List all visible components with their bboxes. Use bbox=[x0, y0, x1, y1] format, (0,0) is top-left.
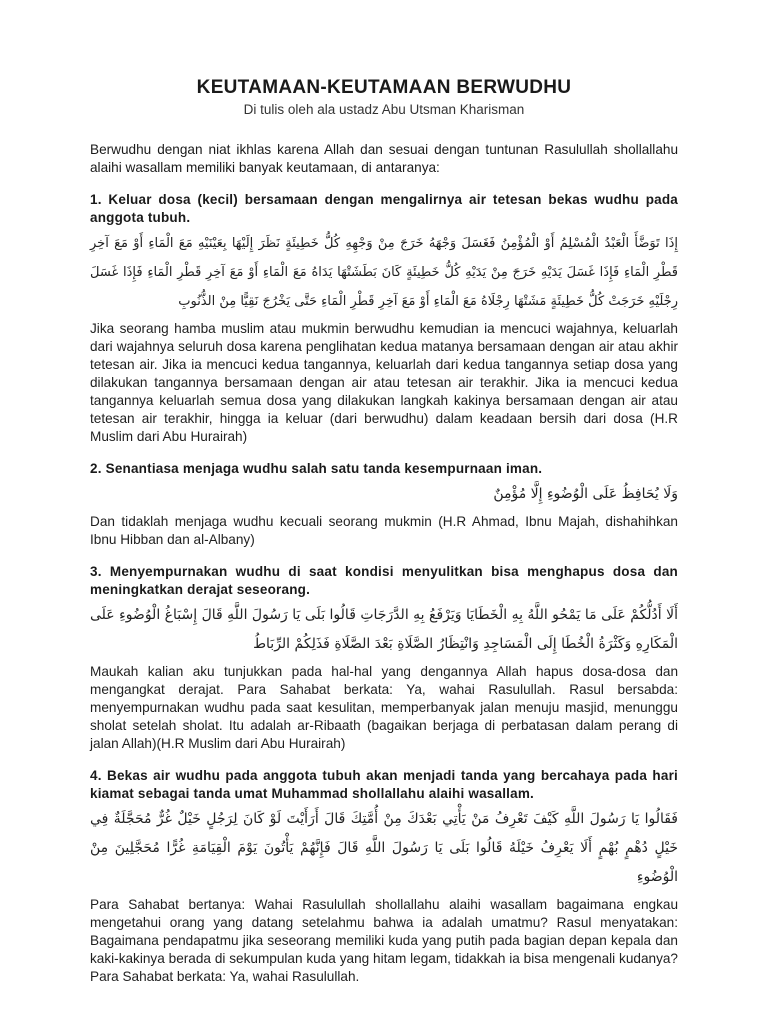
section-1 bbox=[90, 191, 678, 446]
section-3 bbox=[90, 563, 678, 753]
section-2 bbox=[90, 460, 678, 549]
section-heading: 2. Senantiasa menjaga wudhu salah satu tanda kesempurnaan iman. bbox=[90, 461, 543, 476]
section-heading: 1. Keluar dosa (kecil) bersamaan dengan mengalirnya air tetesan bekas wudhu pada anggota tubuh. bbox=[90, 192, 678, 225]
section-4 bbox=[90, 767, 678, 986]
document-subtitle: Di tulis oleh ala ustadz Abu Utsman Kharisman bbox=[243, 102, 525, 117]
section-heading: 4. Bekas air wudhu pada anggota tubuh akan menjadi tanda yang bercahaya pada hari kiamat sebagai tanda umat Muhammad shollallahu alaihi wasallam. bbox=[90, 768, 678, 801]
section-translation: Para Sahabat bertanya: Wahai Rasulullah shollallahu alaihi wasallam bagaimana engkau mengetahui orang yang datang setelahmu bahwa ia adalah umatmu? Rasul menyatakan: Bagaimana pendapatmu jika seseorang memiliki kuda yang putih pada bagian depan kepala dan kaki-kakinya berada di sekumpulan kuda yang hitam legam, tidakkah ia bisa mengenali kudanya? Para Sahabat berkata: Ya, wahai Rasulullah. bbox=[90, 897, 678, 984]
arabic-hadith: أَلَا أَدُلُّكُمْ عَلَى مَا يَمْحُو اللَّهُ بِهِ الْخَطَايَا وَيَرْفَعُ بِهِ الدَّرَجَاتِ قَالُوا بَلَى يَا رَسُولَ اللَّهِ قَالَ إِسْبَاغُ الْوُضُوءِ عَلَى الْمَكَارِهِ وَكَثْرَةُ الْخُطَا إِلَى الْمَسَاجِدِ وَانْتِظَارُ الصَّلَاةِ بَعْدَ الصَّلَاةِ فَذَلِكُمْ الرِّبَاطُ bbox=[90, 607, 678, 652]
arabic-hadith: إِذَا تَوَضَّأَ الْعَبْدُ الْمُسْلِمُ أَوْ الْمُؤْمِنُ فَغَسَلَ وَجْهَهُ خَرَجَ مِنْ وَجْهِهِ كُلُّ خَطِيئَةٍ نَظَرَ إِلَيْهَا بِعَيْنَيْهِ مَعَ الْمَاءِ أَوْ مَعَ آخِرِ قَطْرِ الْمَاءِ فَإِذَا غَسَلَ يَدَيْهِ خَرَجَ مِنْ يَدَيْهِ كُلُّ خَطِيئَةٍ كَانَ بَطَشَتْهَا يَدَاهُ مَعَ الْمَاءِ أَوْ مَعَ آخِرِ قَطْرِ الْمَاءِ فَإِذَا غَسَلَ رِجْلَيْهِ خَرَجَتْ كُلُّ خَطِيئَةٍ مَشَتْهَا رِجْلَاهُ مَعَ الْمَاءِ أَوْ مَعَ آخِرِ قَطْرِ الْمَاءِ حَتَّى يَخْرُجَ نَقِيًّا مِنْ الذُّنُوبِ bbox=[90, 236, 678, 309]
section-heading: 3. Menyempurnakan wudhu di saat kondisi menyulitkan bisa menghapus dosa dan meningkatkan derajat seseorang. bbox=[90, 564, 678, 597]
arabic-hadith: وَلَا يُحَافِظُ عَلَى الْوُضُوءِ إِلَّا مُؤْمِنٌ bbox=[493, 486, 678, 502]
intro-paragraph: Berwudhu dengan niat ikhlas karena Allah dan sesuai dengan tuntunan Rasulullah shollallahu alaihi wasallam memiliki banyak keutamaan, di antaranya: bbox=[90, 142, 678, 175]
document-title: KEUTAMAAN-KEUTAMAAN BERWUDHU bbox=[196, 77, 572, 98]
section-translation: Jika seorang hamba muslim atau mukmin berwudhu kemudian ia mencuci wajahnya, keluarlah dari wajahnya seluruh dosa karena penglihatan kedua matanya bersamaan dengan air atau akhir tetesan air. Jika ia mencuci kedua tangannya, keluarlah dari kedua tangannya setiap dosa yang dilakukan tangannya bersamaan dengan air atau tetesan air terakhir. Jika ia mencuci kedua tangannya keluarlah semua dosa yang dilakukan langkah kakinya bersamaan dengan air atau tetesan air terakhir, hingga ia keluar (dari berwudhu) dalam keadaan bersih dari dosa (H.R Muslim dari Abu Hurairah) bbox=[90, 321, 678, 444]
section-translation: Dan tidaklah menjaga wudhu kecuali seorang mukmin (H.R Ahmad, Ibnu Majah, dishahihkan Ibnu Hibban dan al-Albany) bbox=[90, 514, 678, 547]
section-translation: Maukah kalian aku tunjukkan pada hal-hal yang dengannya Allah hapus dosa-dosa dan mengangkat derajat. Para Sahabat berkata: Ya, wahai Rasulullah. Rasul bersabda: menyempurnakan wudhu pada saat kesulitan, memperbanyak jalan menuju masjid, menunggu sholat setelah sholat. Itu adalah ar-Ribaath (bagaikan berjaga di perbatasan dalam perang di jalan Allah)(H.R Muslim dari Abu Hurairah) bbox=[90, 664, 678, 751]
arabic-hadith: فَقَالُوا يَا رَسُولَ اللَّهِ كَيْفَ تَعْرِفُ مَنْ يَأْتِي بَعْدَكَ مِنْ أُمَّتِكَ قَالَ أَرَأَيْتَ لَوْ كَانَ لِرَجُلٍ خَيْلٌ غُرٌّ مُحَجَّلَةٌ فِي خَيْلٍ دُهْمٍ بُهْمٍ أَلَا يَعْرِفُ خَيْلَهُ قَالُوا بَلَى يَا رَسُولَ اللَّهِ قَالَ فَإِنَّهُمْ يَأْتُونَ يَوْمَ الْقِيَامَةِ غُرًّا مُحَجَّلِينَ مِنْ الْوُضُوءِ bbox=[90, 811, 678, 885]
